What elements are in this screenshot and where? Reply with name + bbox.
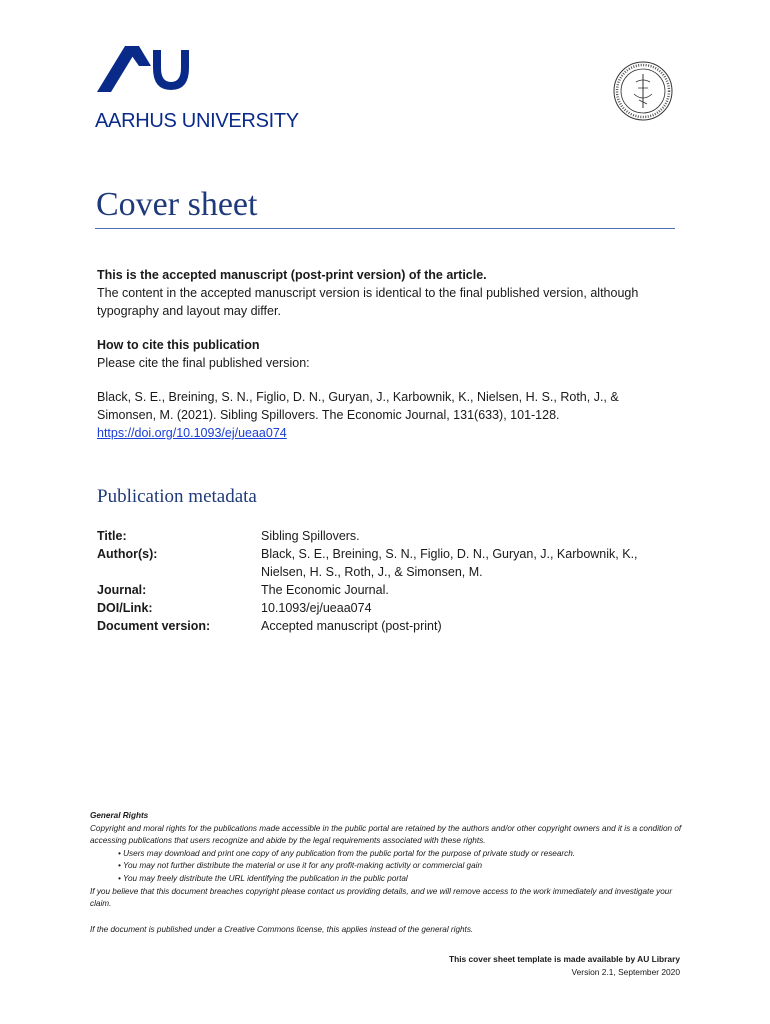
doi-link[interactable]: https://doi.org/10.1093/ej/ueaa074: [97, 426, 287, 440]
metadata-table: [97, 527, 661, 635]
metadata-label: Title:: [97, 529, 127, 543]
manuscript-notice: [97, 266, 677, 320]
metadata-value: The Economic Journal.: [261, 583, 389, 597]
rights-paragraph: Copyright and moral rights for the publications made accessible in the public portal are retained by the authors and/or other copyright owners and it is a condition of accessing publications that users recognize and abide by the legal requirements associated with these rights.: [90, 823, 682, 846]
metadata-label: DOI/Link:: [97, 601, 153, 615]
metadata-row-journal: [97, 581, 661, 599]
rights-bullet: • You may not further distribute the material or use it for any profit-making activity or commercial gain: [118, 861, 483, 871]
page-title: Cover sheet: [96, 186, 258, 223]
rights-cc-note: If the document is published under a Creative Commons license, this applies instead of the general rights.: [90, 924, 474, 934]
citation-block: [97, 388, 677, 442]
metadata-value: Black, S. E., Breining, S. N., Figlio, D. N., Guryan, J., Karbownik, K., Nielsen, H. S., Roth, J., & Simonsen, M.: [261, 547, 638, 579]
metadata-row-doi: [97, 599, 661, 617]
intro-text: The content in the accepted manuscript version is identical to the final published version, although typography and layout may differ.: [97, 286, 639, 318]
metadata-heading: Publication metadata: [97, 486, 257, 507]
cite-heading: How to cite this publication: [97, 338, 260, 352]
rights-bullet: • Users may download and print one copy of any publication from the public portal for the purpose of private study or research.: [118, 848, 576, 858]
metadata-value: 10.1093/ej/ueaa074: [261, 601, 372, 615]
cite-instruction: Please cite the final published version:: [97, 356, 310, 370]
metadata-value: Sibling Spillovers.: [261, 529, 360, 543]
logo-wordmark: AARHUS UNIVERSITY: [95, 110, 299, 132]
rights-heading: General Rights: [90, 811, 149, 820]
footer-template-note: This cover sheet template is made available by AU Library: [448, 954, 680, 964]
citation-text: Black, S. E., Breining, S. N., Figlio, D. N., Guryan, J., Karbownik, K., Nielsen, H. S., Roth, J., & Simonsen, M. (2021). Sibling Spillovers. The Economic Journal, 131(633), 101-128.: [97, 390, 619, 422]
metadata-value: Accepted manuscript (post-print): [261, 619, 442, 633]
rights-breach: If you believe that this document breaches copyright please contact us providing details, and we will remove access to the work immediately and investigate your claim.: [90, 886, 673, 909]
intro-bold: This is the accepted manuscript (post-print version) of the article.: [97, 268, 487, 282]
metadata-row-authors: [97, 545, 661, 581]
footer: [449, 953, 680, 979]
metadata-label: Author(s):: [97, 547, 158, 561]
footer-version: Version 2.1, September 2020: [571, 967, 680, 977]
metadata-label: Document version:: [97, 619, 211, 633]
title-divider: [95, 228, 675, 229]
rights-bullet: • You may freely distribute the URL identifying the publication in the public portal: [118, 873, 408, 883]
metadata-label: Journal:: [97, 583, 147, 597]
au-logo-mark-icon: [95, 44, 191, 94]
university-seal-icon: [612, 60, 674, 122]
metadata-row-title: [97, 527, 661, 545]
metadata-row-version: [97, 617, 661, 635]
general-rights: [90, 810, 690, 936]
citation-section: [97, 336, 677, 372]
